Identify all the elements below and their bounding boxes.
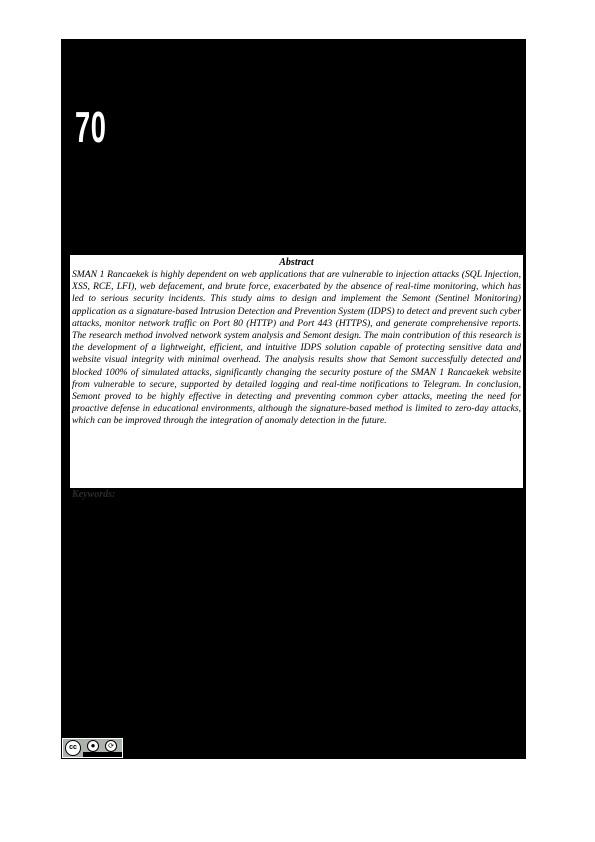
share-alike-icon: ⟳ <box>105 740 117 752</box>
keywords-label: Keywords: <box>72 489 116 500</box>
page-number: 70 <box>75 103 107 152</box>
license-strip <box>83 752 122 757</box>
attribution-person-icon: ● <box>87 740 99 752</box>
creative-commons-by-sa-icon <box>62 738 123 758</box>
abstract-heading: Abstract <box>279 257 314 268</box>
abstract-section <box>70 255 523 488</box>
abstract-body: SMAN 1 Rancaekek is highly dependent on web applications that are vulnerable to injection attacks (SQL Injection, XSS, RCE, LFI), web defacement, and brute force, exacerbated by the absence of real-time monitoring, which has led to serious security incidents. This study aims to design and implement the Semont (Sentinel Monitoring) application as a signature-based Intrusion Detection and Prevention System (IDPS) to detect and prevent such cyber attacks, monitor network traffic on Port 80 (HTTP) and Port 443 (HTTPS), and generate comprehensive reports. The research method involved network system analysis and Semont design. The main contribution of this research is the development of a lightweight, efficient, and intuitive IDPS solution capable of protecting sensitive data and website visual integrity with minimal overhead. The analysis results show that Semont successfully detected and blocked 100% of simulated attacks, significantly changing the security posture of the SMAN 1 Rancaekek website from vulnerable to secure, supported by detailed logging and real-time notifications to Telegram. In conclusion, Semont proved to be highly effective in detecting and preventing common cyber attacks, meeting the need for proactive defense in educational environments, although the signature-based method is limited to zero-day attacks, which can be improved through the integration of anomaly detection in the future. <box>72 269 521 427</box>
cc-logo-icon: cc <box>65 740 81 756</box>
